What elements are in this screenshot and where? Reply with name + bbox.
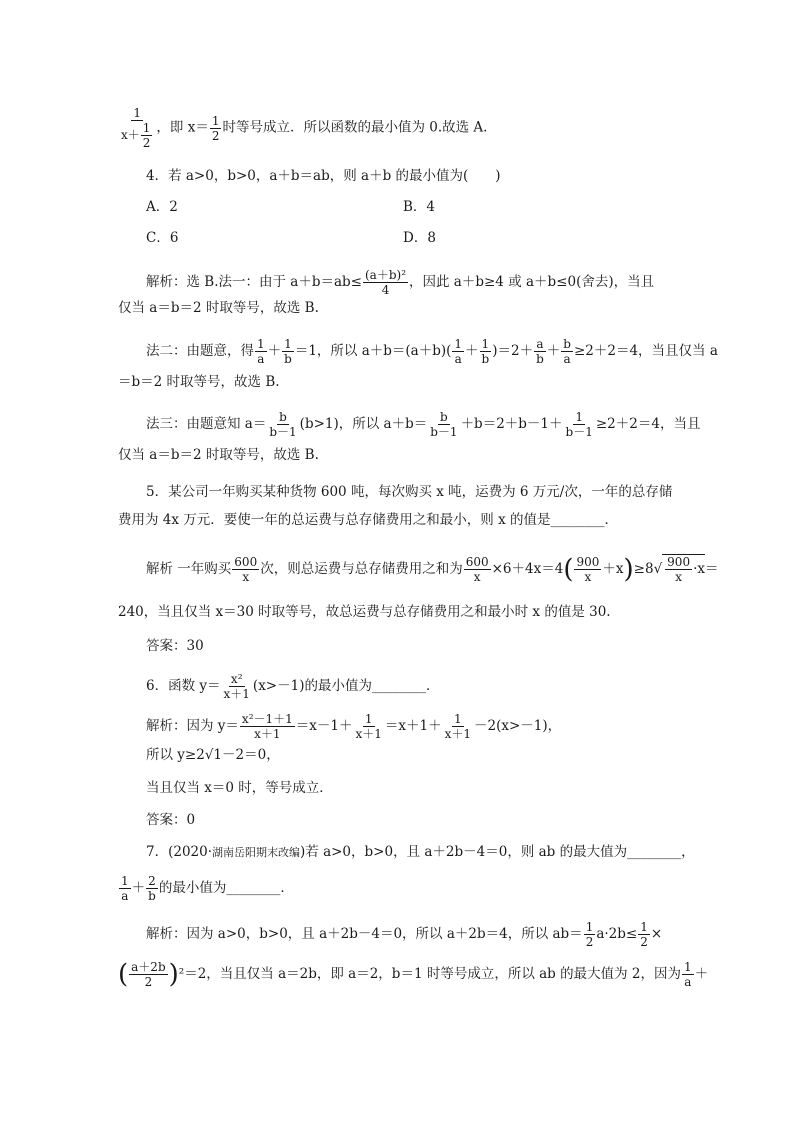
fraction: $\frac{\text{(a＋b)²}}{4}$ [365, 268, 407, 297]
solution-line: 法二：由题意，得 $\frac{1}{a}$ ＋ $\frac{1}{b}$ ＝1，所以 a＋b＝(a＋b)( $\frac{1}{a}$ ＋ $\frac{1}{b}$ )＝2＋ $\frac{a}{b}$ ＋ $\frac{b}{a}$ ≥2＋2＝4，当且仅当 a [146, 337, 718, 366]
text: 时等号成立．所以函数的最小值为 0.故选 A. [222, 119, 488, 136]
option-d: D．8 [403, 230, 436, 246]
question-7: $\frac{1}{a}$ ＋ $\frac{2}{b}$ 的最小值为________． [121, 874, 294, 903]
question-4: 4．若 a>0，b>0，a＋b＝ab，则 a＋b 的最小值为( ) [146, 168, 501, 184]
question-5: 5．某公司一年购买某种货物 600 吨，每次购买 x 吨，运费为 6 万元/次，一年的总存储 [146, 484, 673, 500]
option-b: B．4 [403, 199, 436, 215]
answer-6: 答案：0 [146, 812, 196, 828]
solution-line: 解析 一年购买 $\frac{600}{x}$ 次，则总运费与总存储费用之和为 $\frac{600}{x}$ ×6＋4x＝4( $\frac{900}{x}$ ＋x)≥8√ $\frac{900}{x}$ ·x＝ [146, 554, 719, 585]
solution-line: 仅当 a＝b＝2 时取等号，故选 B. [118, 300, 319, 316]
solution-line: 解析：因为 y＝ $\frac{\text{x²－1＋1}}{x+1}$ ＝x－1＋ $\frac{1}{x+1}$ ＝x＋1＋ $\frac{1}{x+1}$ －2(x>－1)， [146, 712, 562, 741]
fraction: $\frac{1}{2}$ [211, 113, 220, 143]
solution-line: ( $\frac{a+2b}{2}$ )²＝2，当且仅当 a＝2b，即 a＝2，b＝1 时等号成立，所以 ab 的最大值为 2，因为 $\frac{1}{a}$ ＋ [118, 959, 709, 990]
question-7: 7．(2020·湖南岳阳期末改编)若 a>0，b>0，且 a＋2b－4＝0，则 ab 的最大值为________， [146, 844, 695, 860]
solution-line: 当且仅当 x＝0 时，等号成立． [146, 780, 333, 796]
option-c: C．6 [146, 230, 179, 246]
fraction: 1 x＋ $\frac{1}{2}$ [121, 106, 151, 150]
solution-line: ＝b＝2 时取等号，故选 B. [118, 374, 280, 390]
option-a: A．2 [146, 199, 178, 215]
solution-line: 所以 y≥2√1－2＝0， [146, 747, 280, 763]
text-line [118, 106, 487, 150]
solution-line: 240，当且仅当 x＝30 时取等号，故总运费与总存储费用之和最小时 x 的值是 30. [118, 604, 611, 620]
solution-line: 法三：由题意知 a＝ $\frac{b}{b-1}$ (b>1)，所以 a＋b＝ $\frac{b}{b-1}$ ＋b＝2＋b－1＋ $\frac{1}{b-1}$ ≥2＋2＝4，当且 [146, 410, 701, 439]
solution-line: 解析：选 B.法一：由于 a＋b＝ab≤ $\frac{\text{(a＋b)²}}{4}$ ，因此 a＋b≥4 或 a＋b≤0(舍去)，当且 [146, 268, 655, 297]
question-6: 6．函数 y＝ $\frac{\text{x²}}{x+1}$ (x>－1)的最小值为________． [146, 672, 440, 701]
source-note: 湖南岳阳期末改编 [212, 846, 301, 859]
text: ，即 x＝ [156, 119, 209, 136]
answer-5: 答案：30 [146, 638, 204, 654]
solution-line: 解析：因为 a>0，b>0，且 a＋2b－4＝0，所以 a＋2b＝4，所以 ab＝ $\frac{1}{2}$ a·2b≤ $\frac{1}{2}$ × [146, 920, 663, 949]
question-5: 费用为 4x 万元．要使一年的总运费与总存储费用之和最小，则 x 的值是________． [118, 512, 618, 528]
solution-line: 仅当 a＝b＝2 时取等号，故选 B. [118, 447, 319, 463]
